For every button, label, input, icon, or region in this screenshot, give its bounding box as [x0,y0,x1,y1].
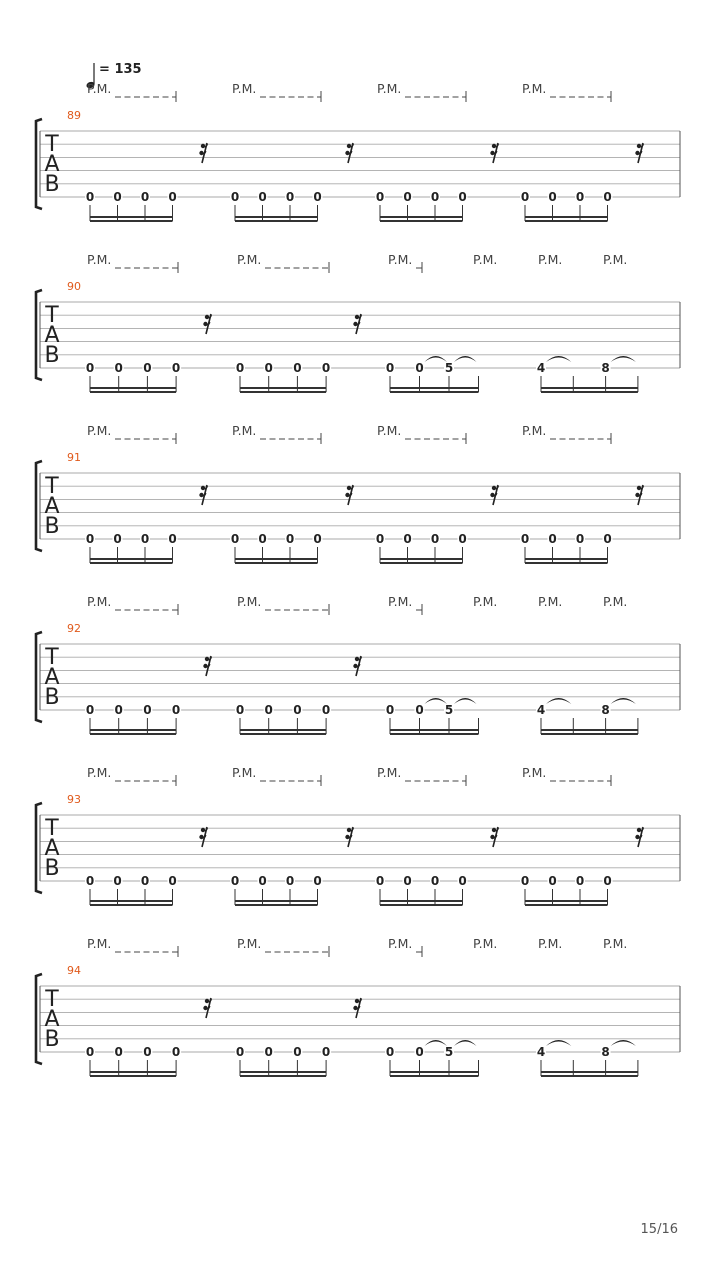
palm-mute-label: P.M. [377,765,402,780]
fret-number: 0 [575,874,585,888]
fret-number: 0 [258,874,267,888]
measure-number: 90 [67,280,81,293]
fret-number: 0 [171,1045,181,1059]
tie-arc [454,698,477,704]
fret-number: 0 [575,532,585,546]
palm-mute-label: P.M. [87,594,112,609]
fret-number: 0 [285,190,295,204]
palm-mute-label: P.M. [87,423,112,438]
fret-number: 0 [168,190,177,204]
measure-number: 89 [67,109,81,122]
rest-icon [203,314,211,334]
palm-mute-label: P.M. [473,252,498,267]
fret-number: 0 [520,874,530,888]
fret-number: 0 [520,190,530,204]
tab-clef-letter: A [44,323,60,348]
tab-system [0,590,720,760]
fret-number: 0 [321,361,331,375]
palm-mute-label: P.M. [232,81,257,96]
fret-number: 0 [458,190,467,204]
tab-clef-letter: B [44,1027,60,1052]
fret-number: 0 [168,874,177,888]
fret-number: 0 [375,190,385,204]
tie-arc [425,698,448,704]
rest-icon [635,485,643,505]
fret-number: 0 [430,874,440,888]
fret-number: 0 [140,532,150,546]
tie-arc [454,1040,477,1046]
system-bracket [36,974,42,1064]
fret-number: 0 [143,361,152,375]
palm-mute-label: P.M. [87,81,112,96]
fret-number: 0 [575,190,585,204]
rest-icon [490,485,498,505]
rest-icon [345,827,353,847]
palm-mute-label: P.M. [388,594,413,609]
fret-number: 8 [601,1045,610,1059]
fret-number: 0 [264,1045,273,1059]
fret-number: 4 [536,1045,546,1059]
fret-number: 0 [143,1045,152,1059]
measure-number: 93 [67,793,81,806]
tab-clef-letter: A [44,836,60,861]
palm-mute-label: P.M. [237,252,262,267]
system-bracket [36,290,42,380]
fret-number: 0 [258,532,267,546]
fret-number: 0 [313,532,322,546]
palm-mute-label: P.M. [603,936,628,951]
fret-number: 0 [403,190,412,204]
palm-mute-label: P.M. [377,423,402,438]
fret-number: 0 [85,703,95,717]
tab-clef-letter: B [44,856,60,881]
palm-mute-label: P.M. [522,423,547,438]
rest-icon [635,143,643,163]
fret-number: 4 [536,703,546,717]
fret-number: 0 [258,190,267,204]
rest-icon [353,314,361,334]
fret-number: 0 [430,190,440,204]
fret-number: 5 [444,361,454,375]
fret-number: 0 [235,1045,245,1059]
palm-mute-label: P.M. [473,594,498,609]
fret-number: 0 [603,190,612,204]
fret-number: 0 [235,703,245,717]
fret-number: 0 [264,703,273,717]
tie-arc [425,1040,448,1046]
palm-mute-label: P.M. [87,252,112,267]
fret-number: 0 [230,874,240,888]
tab-system [0,248,720,418]
tie-arc [546,698,571,704]
rest-icon [490,143,498,163]
fret-number: 0 [113,190,122,204]
palm-mute-label: P.M. [87,765,112,780]
tie-arc [454,356,477,362]
fret-number: 0 [458,532,467,546]
fret-number: 5 [444,703,454,717]
fret-number: 0 [230,532,240,546]
measure-number: 94 [67,964,81,977]
system-bracket [36,119,42,209]
tab-clef-letter: A [44,152,60,177]
fret-number: 0 [140,874,150,888]
tab-clef-letter: B [44,343,60,368]
tab-clef-letter: T [45,645,59,670]
measure-number: 92 [67,622,81,635]
rest-icon [199,827,207,847]
fret-number: 0 [85,532,95,546]
fret-number: 0 [285,532,295,546]
fret-number: 0 [114,361,123,375]
tie-arc [546,1040,571,1046]
palm-mute-label: P.M. [538,594,563,609]
fret-number: 0 [520,532,530,546]
fret-number: 0 [85,874,95,888]
fret-number: 0 [458,874,467,888]
palm-mute-label: P.M. [237,936,262,951]
fret-number: 0 [293,703,302,717]
system-bracket [36,803,42,893]
system-bracket [36,461,42,551]
fret-number: 0 [264,361,273,375]
tab-system [0,419,720,589]
fret-number: 0 [415,361,424,375]
palm-mute-label: P.M. [87,936,112,951]
tab-system [0,77,720,247]
fret-number: 0 [385,361,395,375]
fret-number: 0 [85,190,95,204]
rest-icon [353,656,361,676]
tab-clef-letter: A [44,494,60,519]
rest-icon [490,827,498,847]
rest-icon [345,143,353,163]
fret-number: 0 [385,1045,395,1059]
rest-icon [199,143,207,163]
fret-number: 0 [321,1045,331,1059]
fret-number: 4 [536,361,546,375]
tab-clef-letter: T [45,303,59,328]
tie-arc [425,356,448,362]
page-number: 15/16 [640,1222,678,1237]
fret-number: 0 [548,190,557,204]
rest-icon [353,998,361,1018]
palm-mute-label: P.M. [388,936,413,951]
fret-number: 0 [293,1045,302,1059]
fret-number: 0 [171,361,181,375]
fret-number: 0 [140,190,150,204]
palm-mute-label: P.M. [538,936,563,951]
system-bracket [36,632,42,722]
fret-number: 0 [85,361,95,375]
fret-number: 0 [548,532,557,546]
fret-number: 0 [313,874,322,888]
palm-mute-label: P.M. [603,252,628,267]
rest-icon [635,827,643,847]
tempo-value: = 135 [99,62,142,77]
palm-mute-label: P.M. [522,81,547,96]
fret-number: 0 [313,190,322,204]
tab-clef-letter: T [45,132,59,157]
fret-number: 5 [444,1045,454,1059]
fret-number: 0 [321,703,331,717]
palm-mute-label: P.M. [237,594,262,609]
rest-icon [203,998,211,1018]
palm-mute-label: P.M. [377,81,402,96]
fret-number: 0 [171,703,181,717]
tab-clef-letter: B [44,172,60,197]
fret-number: 0 [114,703,123,717]
fret-number: 8 [601,361,610,375]
tab-system [0,932,720,1102]
fret-number: 0 [603,874,612,888]
tab-clef-letter: A [44,665,60,690]
tie-arc [546,356,571,362]
fret-number: 0 [403,874,412,888]
palm-mute-label: P.M. [473,936,498,951]
fret-number: 0 [235,361,245,375]
rest-icon [345,485,353,505]
fret-number: 0 [403,532,412,546]
tab-system [0,761,720,931]
fret-number: 0 [548,874,557,888]
measure-number: 91 [67,451,81,464]
palm-mute-label: P.M. [232,765,257,780]
tie-arc [611,1040,636,1046]
fret-number: 0 [113,874,122,888]
tab-clef-letter: T [45,816,59,841]
fret-number: 0 [85,1045,95,1059]
fret-number: 0 [113,532,122,546]
fret-number: 0 [415,703,424,717]
fret-number: 0 [114,1045,123,1059]
fret-number: 0 [375,532,385,546]
tie-arc [611,698,636,704]
tie-arc [611,356,636,362]
fret-number: 0 [168,532,177,546]
tab-clef-letter: B [44,685,60,710]
fret-number: 0 [430,532,440,546]
fret-number: 0 [603,532,612,546]
rest-icon [199,485,207,505]
fret-number: 0 [415,1045,424,1059]
fret-number: 0 [375,874,385,888]
fret-number: 0 [385,703,395,717]
palm-mute-label: P.M. [232,423,257,438]
fret-number: 8 [601,703,610,717]
palm-mute-label: P.M. [388,252,413,267]
rest-icon [203,656,211,676]
tab-clef-letter: T [45,987,59,1012]
tab-clef-letter: B [44,514,60,539]
fret-number: 0 [230,190,240,204]
palm-mute-label: P.M. [538,252,563,267]
tab-clef-letter: T [45,474,59,499]
fret-number: 0 [293,361,302,375]
fret-number: 0 [143,703,152,717]
fret-number: 0 [285,874,295,888]
palm-mute-label: P.M. [603,594,628,609]
palm-mute-label: P.M. [522,765,547,780]
tab-clef-letter: A [44,1007,60,1032]
